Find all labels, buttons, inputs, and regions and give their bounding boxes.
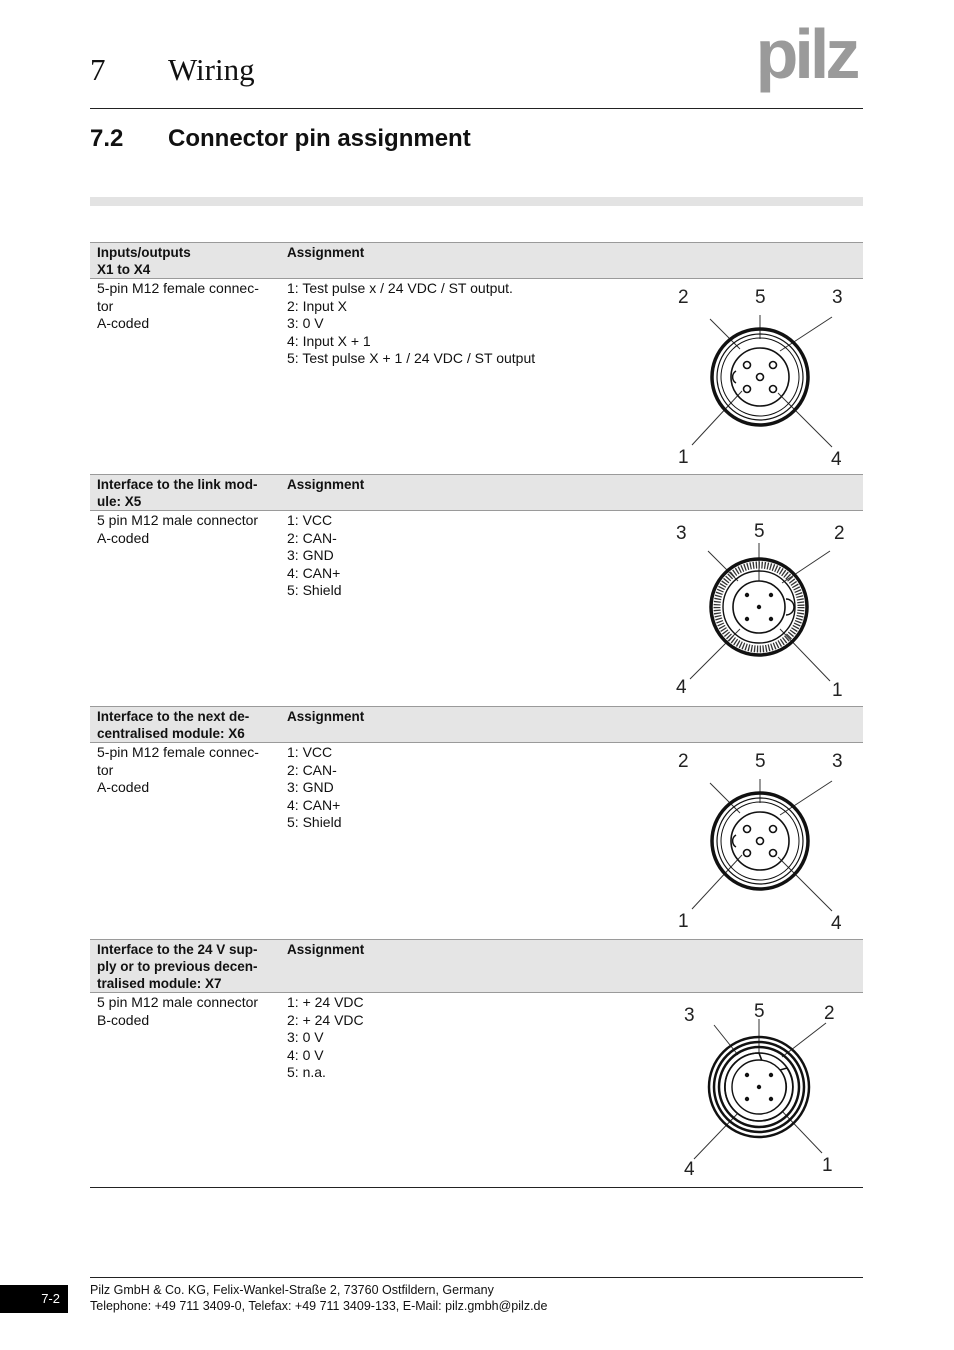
header-line: ply or to previous decen- bbox=[97, 959, 258, 974]
section-bar bbox=[90, 197, 863, 206]
pin-label: 4 bbox=[831, 449, 842, 470]
assignment-line: 5: n.a. bbox=[287, 1064, 326, 1081]
connector-description bbox=[97, 994, 275, 1029]
pin-label: 3 bbox=[684, 1005, 695, 1026]
assignment-line: 2: + 24 VDC bbox=[287, 1011, 364, 1028]
pin-assignment bbox=[287, 744, 341, 832]
assignment-line: 3: GND bbox=[287, 547, 334, 564]
assignment-line: 3: GND bbox=[287, 779, 334, 796]
table-bottom-rule bbox=[90, 1187, 863, 1188]
table-block bbox=[90, 474, 863, 706]
chapter-number: 7 bbox=[90, 52, 106, 87]
assignment-line: 1: VCC bbox=[287, 512, 333, 528]
assignment-line: 5: Test pulse X + 1 / 24 VDC / ST output bbox=[287, 350, 536, 367]
table-row bbox=[90, 279, 863, 474]
header-line: Inputs/outputs bbox=[97, 245, 191, 260]
header-line: tralised module: X7 bbox=[97, 976, 222, 991]
assignment-line: 3: 0 V bbox=[287, 315, 324, 332]
pin-label: 2 bbox=[678, 751, 689, 772]
assignment-line: 4: Input X + 1 bbox=[287, 332, 371, 349]
assignment-line: 1: + 24 VDC bbox=[287, 994, 364, 1010]
pin-label: 3 bbox=[832, 751, 843, 772]
pin-label: 5 bbox=[755, 751, 766, 772]
footer-rule bbox=[90, 1277, 863, 1278]
assignment-line: 1: VCC bbox=[287, 744, 333, 760]
pin-assignment-table bbox=[90, 242, 863, 1186]
header-line: X1 to X4 bbox=[97, 262, 151, 277]
table-row bbox=[90, 511, 863, 706]
assignment-line: 4: 0 V bbox=[287, 1046, 324, 1063]
pin-label: 1 bbox=[822, 1155, 833, 1176]
pin-label: 2 bbox=[824, 1003, 835, 1024]
pin-label: 4 bbox=[676, 677, 687, 698]
chapter-title: Wiring bbox=[168, 52, 255, 87]
connector-line: 5-pin M12 female connec- bbox=[97, 280, 259, 296]
assignment-line: 4: CAN+ bbox=[287, 564, 341, 581]
table-header-row bbox=[90, 706, 863, 743]
pin-label: 5 bbox=[754, 521, 765, 542]
table-header-row bbox=[90, 242, 863, 279]
header-line: Interface to the 24 V sup- bbox=[97, 942, 258, 957]
pin-label: 2 bbox=[834, 523, 845, 544]
header-assignment: Assignment bbox=[287, 942, 365, 957]
pin-label: 5 bbox=[754, 1001, 765, 1022]
pin-label: 2 bbox=[678, 287, 689, 308]
connector-description bbox=[97, 280, 275, 333]
connector-line: A-coded bbox=[97, 529, 150, 546]
table-row bbox=[90, 993, 863, 1186]
header-interface bbox=[97, 941, 277, 992]
male-connector-diagram bbox=[670, 511, 870, 711]
connector-line: tor bbox=[97, 297, 114, 314]
table-block bbox=[90, 706, 863, 939]
connector-line: tor bbox=[97, 761, 114, 778]
header-interface bbox=[97, 476, 277, 510]
pilz-logo bbox=[748, 26, 864, 94]
assignment-line: 2: CAN- bbox=[287, 761, 337, 778]
male-connector-b-coded-diagram bbox=[670, 993, 870, 1193]
logo-text: pilz bbox=[755, 26, 857, 93]
footer-address: Pilz GmbH & Co. KG, Felix-Wankel-Straße 2, 73760 Ostfildern, Germany bbox=[90, 1283, 494, 1297]
header-line: Interface to the next de- bbox=[97, 709, 250, 724]
header-assignment: Assignment bbox=[287, 245, 365, 260]
assignment-line: 4: CAN+ bbox=[287, 796, 341, 813]
table-row bbox=[90, 743, 863, 939]
pin-label: 1 bbox=[678, 911, 689, 932]
pin-label: 1 bbox=[678, 447, 689, 468]
table-header-row bbox=[90, 474, 863, 511]
pin-label: 3 bbox=[832, 287, 843, 308]
connector-line: A-coded bbox=[97, 315, 150, 332]
header-assignment: Assignment bbox=[287, 709, 365, 724]
connector-line: 5 pin M12 male connector bbox=[97, 512, 259, 528]
section-number: 7.2 bbox=[90, 125, 124, 152]
connector-line: 5 pin M12 male connector bbox=[97, 994, 259, 1010]
footer-contact: Telephone: +49 711 3409-0, Telefax: +49 711 3409-133, E-Mail: pilz.gmbh@pilz.de bbox=[90, 1299, 548, 1313]
header-rule bbox=[90, 108, 863, 109]
header-line: ule: X5 bbox=[97, 494, 142, 509]
connector-line: B-coded bbox=[97, 1011, 150, 1028]
pin-assignment bbox=[287, 280, 535, 368]
table-block bbox=[90, 939, 863, 1186]
header-assignment: Assignment bbox=[287, 477, 365, 492]
assignment-line: 5: Shield bbox=[287, 582, 342, 599]
table-block bbox=[90, 242, 863, 474]
header-interface bbox=[97, 244, 277, 278]
connector-description bbox=[97, 512, 275, 547]
pin-label: 4 bbox=[684, 1159, 695, 1180]
female-connector-diagram bbox=[670, 279, 870, 479]
pin-label: 5 bbox=[755, 287, 766, 308]
female-connector-diagram bbox=[670, 743, 870, 943]
assignment-line: 1: Test pulse x / 24 VDC / ST output. bbox=[287, 280, 513, 296]
assignment-line: 2: CAN- bbox=[287, 529, 337, 546]
header-line: Interface to the link mod- bbox=[97, 477, 258, 492]
header-line: centralised module: X6 bbox=[97, 726, 245, 741]
pin-label: 3 bbox=[676, 523, 687, 544]
header-interface bbox=[97, 708, 277, 742]
pin-label: 1 bbox=[832, 680, 843, 701]
pin-assignment bbox=[287, 994, 364, 1082]
table-header-row bbox=[90, 939, 863, 993]
page-number: 7-2 bbox=[0, 1285, 68, 1313]
pin-label: 4 bbox=[831, 913, 842, 934]
section-title: Connector pin assignment bbox=[168, 125, 471, 152]
connector-line: A-coded bbox=[97, 779, 150, 796]
assignment-line: 5: Shield bbox=[287, 814, 342, 831]
assignment-line: 2: Input X bbox=[287, 297, 347, 314]
assignment-line: 3: 0 V bbox=[287, 1029, 324, 1046]
pin-assignment bbox=[287, 512, 341, 600]
connector-description bbox=[97, 744, 275, 797]
connector-line: 5-pin M12 female connec- bbox=[97, 744, 259, 760]
